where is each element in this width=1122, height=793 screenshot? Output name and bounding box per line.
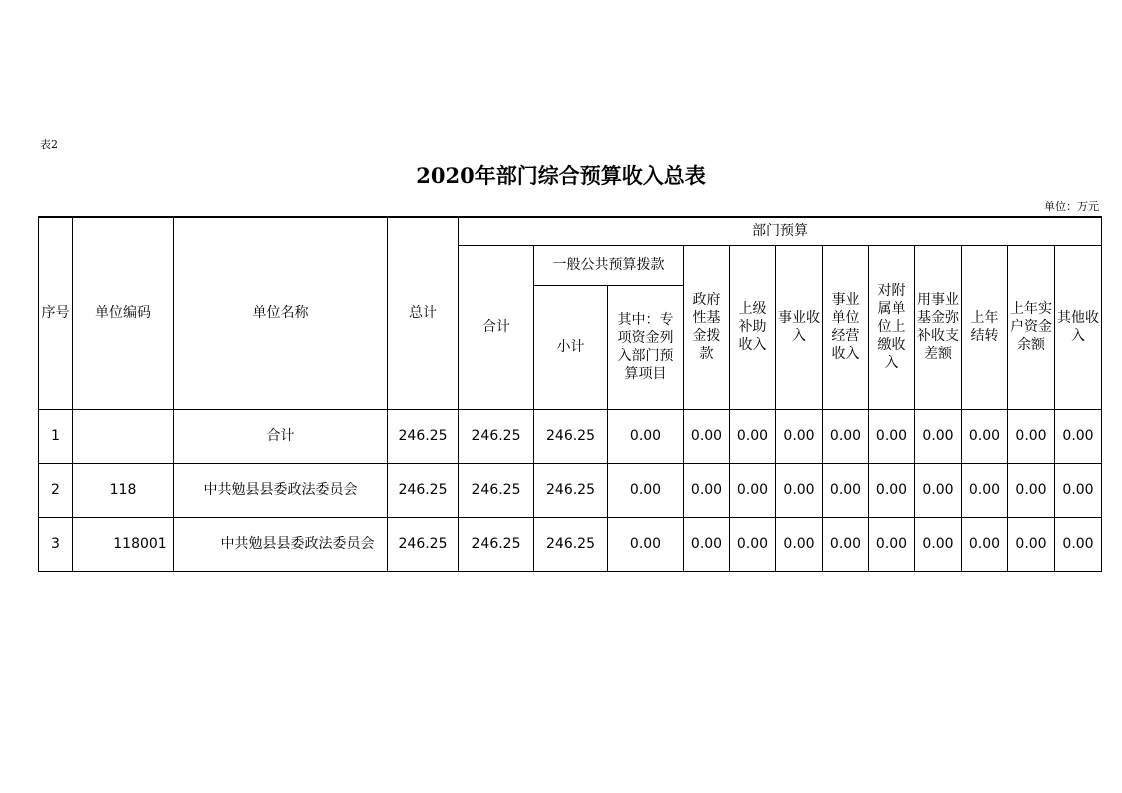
header-index: 序号 xyxy=(39,217,73,409)
cell-subtotal-all: 246.25 xyxy=(459,517,534,571)
cell-business-unit-income: 0.00 xyxy=(823,517,869,571)
header-business-fund-gap: 用事业基金弥补收支差额 xyxy=(915,245,962,409)
cell-gov-fund: 0.00 xyxy=(684,517,730,571)
cell-affiliated-income: 0.00 xyxy=(869,517,915,571)
row-index: 2 xyxy=(39,463,73,517)
cell-prev-balance: 0.00 xyxy=(1008,409,1055,463)
cell-small-total: 246.25 xyxy=(534,517,608,571)
cell-other-income: 0.00 xyxy=(1055,463,1102,517)
cell-subtotal-all: 246.25 xyxy=(459,409,534,463)
cell-small-total: 246.25 xyxy=(534,463,608,517)
unit-label: 单位：万元 xyxy=(1044,200,1099,213)
cell-prev-balance: 0.00 xyxy=(1008,517,1055,571)
row-code xyxy=(73,409,174,463)
cell-special-funds: 0.00 xyxy=(608,517,684,571)
header-superior-subsidy: 上级补助收入 xyxy=(730,245,776,409)
table-row xyxy=(39,517,1102,571)
header-unit-name: 单位名称 xyxy=(174,217,388,409)
header-small-total: 小计 xyxy=(534,285,608,409)
cell-business-unit-income: 0.00 xyxy=(823,463,869,517)
cell-superior-subsidy: 0.00 xyxy=(730,409,776,463)
cell-business-income: 0.00 xyxy=(776,517,823,571)
cell-gov-fund: 0.00 xyxy=(684,409,730,463)
cell-business-unit-income: 0.00 xyxy=(823,409,869,463)
cell-other-income: 0.00 xyxy=(1055,409,1102,463)
header-other-income: 其他收入 xyxy=(1055,245,1102,409)
cell-total: 246.25 xyxy=(388,409,459,463)
header-dept-budget: 部门预算 xyxy=(459,217,1102,245)
cell-subtotal-all: 246.25 xyxy=(459,463,534,517)
cell-affiliated-income: 0.00 xyxy=(869,463,915,517)
cell-total: 246.25 xyxy=(388,517,459,571)
table-label: 表2 xyxy=(40,138,58,151)
cell-gov-fund: 0.00 xyxy=(684,463,730,517)
row-name: 合计 xyxy=(174,409,388,463)
row-code: 118 xyxy=(73,463,174,517)
header-prev-balance: 上年实户资金余额 xyxy=(1008,245,1055,409)
row-index: 1 xyxy=(39,409,73,463)
row-name: 中共勉县县委政法委员会 xyxy=(174,517,388,571)
cell-superior-subsidy: 0.00 xyxy=(730,463,776,517)
cell-superior-subsidy: 0.00 xyxy=(730,517,776,571)
header-special-funds: 其中：专项资金列入部门预算项目 xyxy=(608,285,684,409)
header-total: 总计 xyxy=(388,217,459,409)
header-gov-fund: 政府性基金拨款 xyxy=(684,245,730,409)
cell-special-funds: 0.00 xyxy=(608,463,684,517)
header-carryover: 上年结转 xyxy=(962,245,1008,409)
cell-total: 246.25 xyxy=(388,463,459,517)
header-unit-code: 单位编码 xyxy=(73,217,174,409)
row-name: 中共勉县县委政法委员会 xyxy=(174,463,388,517)
cell-carryover: 0.00 xyxy=(962,463,1008,517)
cell-business-income: 0.00 xyxy=(776,409,823,463)
cell-carryover: 0.00 xyxy=(962,409,1008,463)
cell-business-income: 0.00 xyxy=(776,463,823,517)
header-business-income: 事业收入 xyxy=(776,245,823,409)
header-affiliated-income: 对附属单位上缴收入 xyxy=(869,245,915,409)
cell-carryover: 0.00 xyxy=(962,517,1008,571)
cell-business-fund-gap: 0.00 xyxy=(915,517,962,571)
cell-affiliated-income: 0.00 xyxy=(869,409,915,463)
table-row xyxy=(39,463,1102,517)
table-row xyxy=(39,409,1102,463)
header-subtotal-all: 合计 xyxy=(459,245,534,409)
header-business-unit-income: 事业单位经营收入 xyxy=(823,245,869,409)
row-code: 118001 xyxy=(73,517,174,571)
row-index: 3 xyxy=(39,517,73,571)
page-title: 2020年部门综合预算收入总表 xyxy=(416,163,706,188)
cell-business-fund-gap: 0.00 xyxy=(915,409,962,463)
cell-prev-balance: 0.00 xyxy=(1008,463,1055,517)
cell-special-funds: 0.00 xyxy=(608,409,684,463)
cell-other-income: 0.00 xyxy=(1055,517,1102,571)
header-general-public: 一般公共预算拨款 xyxy=(534,245,684,285)
cell-business-fund-gap: 0.00 xyxy=(915,463,962,517)
budget-table xyxy=(38,216,1102,572)
cell-small-total: 246.25 xyxy=(534,409,608,463)
